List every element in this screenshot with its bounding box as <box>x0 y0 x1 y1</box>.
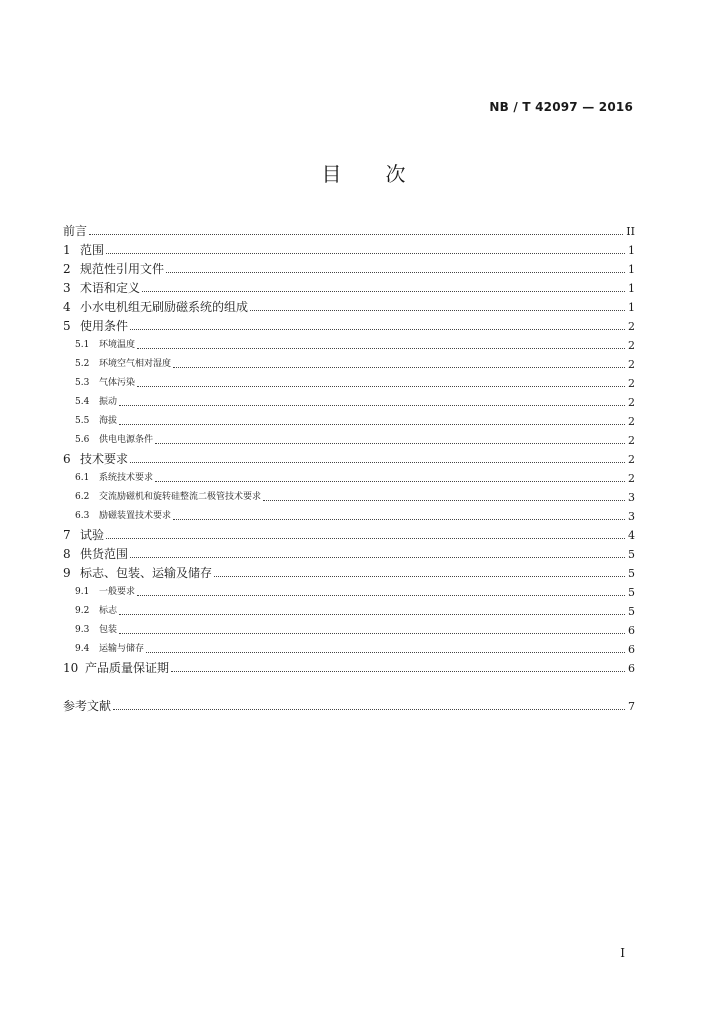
toc-entry[interactable] <box>63 393 635 412</box>
toc-entry-page: 5 <box>628 548 635 561</box>
toc-entry-page: 2 <box>628 453 635 466</box>
toc-entry[interactable] <box>63 374 635 393</box>
toc-entry-number: 5.3 <box>75 378 90 388</box>
toc-entry-number: 6.1 <box>75 473 90 483</box>
toc-entry[interactable] <box>63 279 635 298</box>
toc-entry-page: 7 <box>628 700 635 713</box>
title-part-1: 目 <box>321 162 342 186</box>
toc-entry[interactable] <box>63 222 635 241</box>
toc-entry-number: 9.2 <box>75 606 90 616</box>
toc-leader-dots <box>119 404 625 406</box>
toc-entry-text: 海拔 <box>99 416 118 426</box>
toc-entry-page: II <box>626 225 635 238</box>
toc-leader-dots <box>119 613 625 615</box>
toc-entry-number: 9 <box>63 566 71 580</box>
toc-leader-dots <box>113 708 625 710</box>
toc-leader-dots <box>119 632 625 634</box>
toc-entry-text: 小水电机组无刷励磁系统的组成 <box>80 300 249 314</box>
toc-entry[interactable] <box>63 526 635 545</box>
toc-entry-number: 6 <box>63 452 71 466</box>
toc-entry-page: 2 <box>628 339 635 352</box>
toc-entry-text: 供电电源条件 <box>99 435 154 445</box>
toc-entry-page: 5 <box>628 605 635 618</box>
toc-leader-dots <box>106 537 625 539</box>
toc-entry-number: 5.5 <box>75 416 90 426</box>
toc-entry[interactable] <box>63 355 635 374</box>
toc-entry-number: 10 <box>63 661 79 675</box>
toc-entry-text: 交流励磁机和旋转硅整流二极管技术要求 <box>99 492 262 502</box>
toc-entry-page: 6 <box>628 624 635 637</box>
toc-entry-number: 6.3 <box>75 511 90 521</box>
toc-entry[interactable] <box>63 602 635 621</box>
toc-entry-number: 3 <box>63 281 71 295</box>
toc-entry-number: 6.2 <box>75 492 90 502</box>
toc-entry-number: 2 <box>63 262 71 276</box>
toc-entry-text: 标志 <box>99 606 118 616</box>
toc-entry-text: 系统技术要求 <box>99 473 154 483</box>
toc-entry-text: 范围 <box>80 243 105 257</box>
toc-entry-text: 环境温度 <box>99 340 136 350</box>
toc-leader-dots <box>155 480 625 482</box>
toc-entry-page: 1 <box>628 282 635 295</box>
toc-list <box>63 222 635 678</box>
toc-leader-dots <box>106 252 625 254</box>
toc-entry-page: 1 <box>628 301 635 314</box>
toc-entry-text: 规范性引用文件 <box>80 262 165 276</box>
title-part-2: 次 <box>385 162 406 186</box>
toc-entry-text: 励磁装置技术要求 <box>99 511 172 521</box>
toc-leader-dots <box>173 518 625 520</box>
toc-leader-dots <box>250 309 625 311</box>
toc-entry[interactable] <box>63 241 635 260</box>
page-number: I <box>620 946 625 960</box>
toc-entry[interactable] <box>63 412 635 431</box>
toc-entry-number: 5.1 <box>75 340 90 350</box>
toc-entry[interactable] <box>63 450 635 469</box>
toc-leader-dots <box>214 575 625 577</box>
toc-entry-page: 2 <box>628 377 635 390</box>
toc-entry-page: 1 <box>628 263 635 276</box>
toc-entry-text: 标志、包装、运输及储存 <box>80 566 213 580</box>
toc-entry-text: 供货范围 <box>80 547 129 561</box>
toc-leader-dots <box>137 347 625 349</box>
toc-entry-text: 气体污染 <box>99 378 136 388</box>
toc-entry-text: 振动 <box>99 397 118 407</box>
toc-entry[interactable] <box>63 317 635 336</box>
toc-leader-dots <box>173 366 625 368</box>
toc-leader-dots <box>146 651 625 653</box>
toc-entry-number: 4 <box>63 300 71 314</box>
toc-leader-dots <box>142 290 625 292</box>
toc-entry-page: 5 <box>628 567 635 580</box>
toc-entry-number: 1 <box>63 243 71 257</box>
toc-entry-number: 8 <box>63 547 71 561</box>
toc-leader-dots <box>155 442 625 444</box>
toc-entry-text: 一般要求 <box>99 587 136 597</box>
toc-entry-text: 包装 <box>99 625 118 635</box>
toc-entry[interactable] <box>63 260 635 279</box>
toc-entry-number: 5 <box>63 319 71 333</box>
toc-entry[interactable] <box>63 336 635 355</box>
toc-entry[interactable] <box>63 469 635 488</box>
toc-entry[interactable] <box>63 545 635 564</box>
table-of-contents <box>63 222 635 716</box>
toc-entry[interactable] <box>63 488 635 507</box>
toc-leader-dots <box>89 233 623 235</box>
toc-entry-text: 技术要求 <box>80 452 129 466</box>
toc-entry-number: 9.3 <box>75 625 90 635</box>
toc-entry[interactable] <box>63 431 635 450</box>
toc-entry-references[interactable] <box>63 697 635 716</box>
toc-entry[interactable] <box>63 507 635 526</box>
toc-leader-dots <box>263 499 625 501</box>
toc-entry-number: 5.2 <box>75 359 90 369</box>
toc-entry-page: 5 <box>628 586 635 599</box>
toc-leader-dots <box>130 461 625 463</box>
toc-entry[interactable] <box>63 659 635 678</box>
toc-leader-dots <box>166 271 625 273</box>
toc-entry-text: 前言 <box>63 224 88 238</box>
toc-entry-text: 参考文献 <box>63 699 112 713</box>
toc-entry[interactable] <box>63 564 635 583</box>
toc-entry-page: 6 <box>628 643 635 656</box>
page-title <box>0 158 727 187</box>
toc-entry-page: 6 <box>628 662 635 675</box>
toc-entry[interactable] <box>63 583 635 602</box>
toc-entry-page: 3 <box>628 510 635 523</box>
toc-entry-page: 2 <box>628 434 635 447</box>
toc-entry-page: 2 <box>628 472 635 485</box>
toc-leader-dots <box>137 385 625 387</box>
toc-entry[interactable] <box>63 298 635 317</box>
toc-entry-page: 4 <box>628 529 635 542</box>
toc-entry-text: 运输与储存 <box>99 644 145 654</box>
toc-entry-text: 环境空气相对湿度 <box>99 359 172 369</box>
toc-entry-page: 2 <box>628 396 635 409</box>
toc-entry-page: 2 <box>628 320 635 333</box>
toc-leader-dots <box>130 556 625 558</box>
toc-entry[interactable] <box>63 621 635 640</box>
toc-entry-text: 术语和定义 <box>80 281 141 295</box>
toc-entry-number: 9.4 <box>75 644 90 654</box>
toc-entry-number: 5.4 <box>75 397 90 407</box>
toc-leader-dots <box>137 594 625 596</box>
toc-entry-text: 使用条件 <box>80 319 129 333</box>
toc-entry-page: 3 <box>628 491 635 504</box>
toc-leader-dots <box>130 328 625 330</box>
toc-entry-text: 试验 <box>80 528 105 542</box>
toc-entry-page: 1 <box>628 244 635 257</box>
toc-leader-dots <box>119 423 625 425</box>
document-code: NB / T 42097 — 2016 <box>489 100 633 114</box>
toc-leader-dots <box>171 670 625 672</box>
toc-entry-number: 9.1 <box>75 587 90 597</box>
toc-entry-page: 2 <box>628 415 635 428</box>
toc-entry-page: 2 <box>628 358 635 371</box>
toc-entry-number: 5.6 <box>75 435 90 445</box>
toc-entry-text: 产品质量保证期 <box>85 661 170 675</box>
toc-entry[interactable] <box>63 640 635 659</box>
toc-entry-number: 7 <box>63 528 71 542</box>
